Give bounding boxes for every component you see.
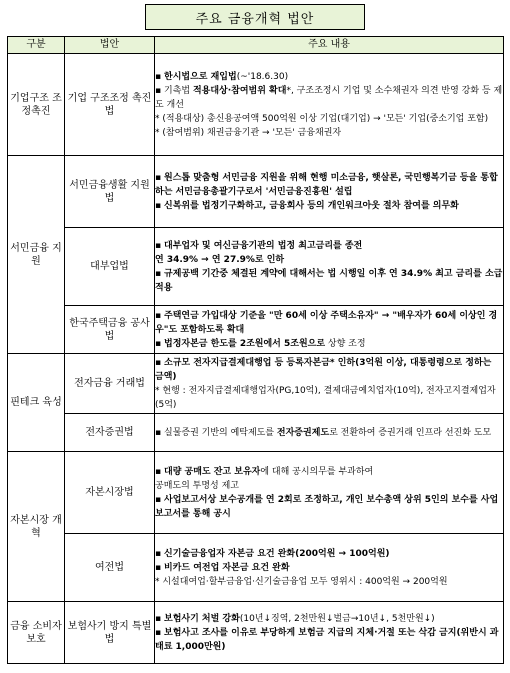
content-cell: ▪ 한시법으로 재입법(~'18.6.30) ▪ 기촉법 적용대상·참여범위 확대*, 구조조정시 기업 및 소수채권자 의견 반영 강화 등 제도 개선 * (적용대상) 총신용공여액 500억원 이상 기업(대기업) → '모든' 기업(중소기업 포함) * (참여범위) 채권금융기관 → '모든' 금융채권자 [155, 54, 504, 156]
content-cell: ▪ 대부업자 및 여신금융기관의 법정 최고금리를 종전 연 34.9% → 연 27.9%로 인하 ▪ 규제공백 기간중 체결된 계약에 대해서는 법 시행일 이후 연 34.9% 최고 금리를 소급 적용 [155, 228, 504, 306]
law-cell: 전자증권법 [65, 414, 155, 452]
bullet-icon: ▪ [155, 85, 162, 96]
table-row [8, 534, 504, 602]
law-cell: 보험사기 방지 특별법 [65, 602, 155, 664]
table-row [8, 54, 504, 156]
law-cell: 한국주택금융 공사법 [65, 306, 155, 354]
category-cell: 자본시장 개혁 [8, 452, 65, 602]
header-category: 구분 [8, 37, 65, 54]
category-cell: 기업구조 조정촉진 [8, 54, 65, 156]
category-cell: 금융 소비자 보호 [8, 602, 65, 664]
table-row [8, 414, 504, 452]
bullet-icon: ▪ [155, 240, 162, 251]
bullet-icon: ▪ [155, 427, 162, 438]
table-row [8, 602, 504, 664]
law-cell: 자본시장법 [65, 452, 155, 534]
header-content: 주요 내용 [155, 37, 504, 54]
bullet-icon: ▪ [155, 562, 162, 573]
bullet-icon: ▪ [155, 71, 162, 82]
law-cell: 서민금융생활 지원법 [65, 156, 155, 228]
bullet-icon: ▪ [155, 172, 162, 183]
table-row [8, 156, 504, 228]
content-cell: ▪ 실물증권 기반의 예탁제도를 전자증권제도로 전환하여 증권거래 인프라 선진화 도모 [155, 414, 504, 452]
category-cell: 서민금융 지원 [8, 156, 65, 354]
bullet-icon: ▪ [155, 613, 162, 624]
bullet-icon: ▪ [155, 200, 162, 211]
content-cell: ▪ 보험사기 처벌 강화(10년↓징역, 2천만원↓벌금→10년↓, 5천만원↓) ▪ 보험사고 조사를 이유로 부당하게 보험금 지급의 지체·거절 또는 삭감 금지(위반시 과태료 1,000만원) [155, 602, 504, 664]
footnote: * 시설대여업·할부금융업·신기술금융업 모두 영위시 : 400억원 → 200억원 [155, 576, 448, 587]
footnote: * (적용대상) 총신용공여액 500억원 이상 기업(대기업) → '모든' 기업(중소기업 포함) [155, 113, 489, 124]
table-row [8, 354, 504, 414]
bullet-icon: ▪ [155, 466, 162, 477]
content-cell: ▪ 주택연금 가입대상 기준을 "만 60세 이상 주택소유자" → "배우자가 60세 이상인 경우"도 포함하도록 확대 ▪ 법정자본금 한도를 2조원에서 5조원으로 상향 조정 [155, 306, 504, 354]
law-cell: 여전법 [65, 534, 155, 602]
table-row [8, 452, 504, 534]
content-cell: ▪ 소규모 전자지급결제대행업 등 등록자본금* 인하(3억원 이상, 대통령령으로 정하는 금액) * 현행 : 전자지급결제대행업자(PG,10억), 결제대금예치업자(10억), 전자고지결제업자(5억) [155, 354, 504, 414]
law-cell: 기업 구조조정 촉진법 [65, 54, 155, 156]
bullet-icon: ▪ [155, 338, 162, 349]
bullet-icon: ▪ [155, 310, 162, 321]
bullet-icon: ▪ [155, 494, 162, 505]
bullet-icon: ▪ [155, 268, 162, 279]
law-cell: 전자금융 거래법 [65, 354, 155, 414]
bullet-icon: ▪ [155, 627, 162, 638]
footnote: * (참여범위) 채권금융기관 → '모든' 금융채권자 [155, 127, 342, 138]
bullet-icon: ▪ [155, 548, 162, 559]
content-cell: ▪ 신기술금융업자 자본금 요건 완화(200억원 → 100억원) ▪ 비카드 여전업 자본금 요건 완화 * 시설대여업·할부금융업·신기술금융업 모두 영위시 : 400억원 → 200억원 [155, 534, 504, 602]
law-cell: 대부업법 [65, 228, 155, 306]
table-row [8, 228, 504, 306]
category-cell: 핀테크 육성 [8, 354, 65, 452]
table-row [8, 306, 504, 354]
content-cell: ▪ 대량 공매도 잔고 보유자에 대해 공시의무를 부과하여 공매도의 투명성 제고 ▪ 사업보고서상 보수공개를 연 2회로 조정하고, 개인 보수총액 상위 5인의 보수를 사업보고서를 통해 공시 [155, 452, 504, 534]
page-title: 주요 금융개혁 법안 [145, 4, 365, 30]
reform-table [7, 36, 504, 664]
footnote: * 현행 : 전자지급결제대행업자(PG,10억), 결제대금예치업자(10억), 전자고지결제업자(5억) [155, 385, 496, 410]
header-law: 법안 [65, 37, 155, 54]
content-cell: ▪ 원스톱 맞춤형 서민금융 지원을 위해 현행 미소금융, 햇살론, 국민행복기금 등을 통합하는 서민금융총괄기구로서 '서민금융진흥원' 설립 ▪ 신복위를 법정기구화하고, 금융회사 등의 개인워크아웃 절차 참여를 의무화 [155, 156, 504, 228]
table-header-row [8, 37, 504, 54]
bullet-icon: ▪ [155, 357, 162, 368]
